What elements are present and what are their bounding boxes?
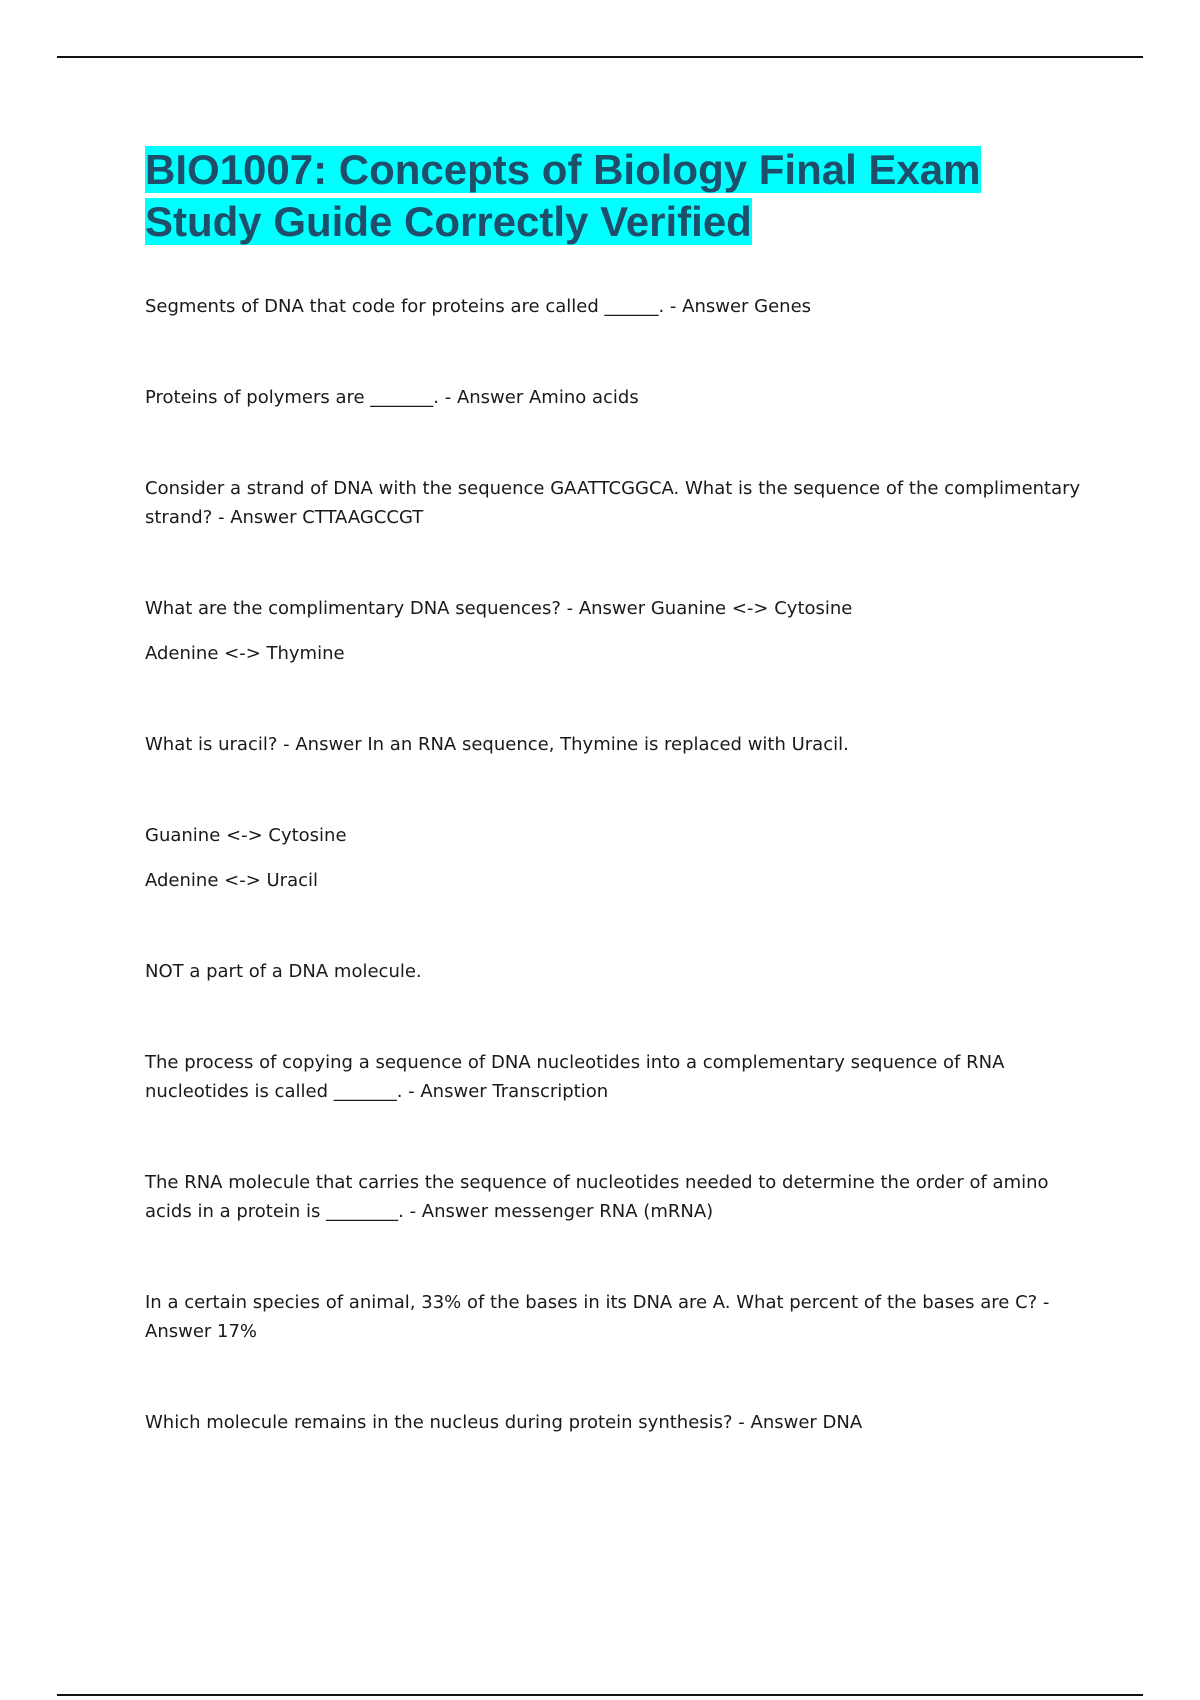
document-title [145, 144, 1085, 248]
document-body [145, 144, 1085, 1499]
qa-item-rna-pair-gc: Guanine <-> Cytosine [145, 825, 347, 846]
qa-item-dna-pairs: What are the complimentary DNA sequences? - Answer Guanine <-> Cytosine [145, 598, 853, 619]
title-line-1: BIO1007: Concepts of Biology Final Exam [145, 146, 981, 193]
qa-item-base-percent: In a certain species of animal, 33% of the bases in its DNA are A. What percent of the bases are C? - Answer 17% [145, 1292, 1050, 1342]
header-rule [57, 56, 1143, 58]
qa-item-uracil: What is uracil? - Answer In an RNA sequence, Thymine is replaced with Uracil. [145, 734, 849, 755]
qa-item-dna-pairs-continued: Adenine <-> Thymine [145, 643, 345, 664]
qa-item-genes: Segments of DNA that code for proteins are called ______. - Answer Genes [145, 296, 812, 317]
qa-item-mrna: The RNA molecule that carries the sequence of nucleotides needed to determine the order of amino acids in a protein is ________. - Answer messenger RNA (mRNA) [145, 1172, 1049, 1222]
footer-rule [57, 1694, 1143, 1696]
qa-item-transcription: The process of copying a sequence of DNA nucleotides into a complementary sequence of RNA nucleotides is called _______. - Answer Transcription [145, 1052, 1005, 1102]
qa-item-complementary-strand: Consider a strand of DNA with the sequence GAATTCGGCA. What is the sequence of the complimentary strand? - Answer CTTAAGCCGT [145, 478, 1081, 528]
qa-item-nucleus-molecule: Which molecule remains in the nucleus during protein synthesis? - Answer DNA [145, 1412, 863, 1433]
qa-item-amino-acids: Proteins of polymers are _______. - Answer Amino acids [145, 387, 639, 408]
qa-item-not-dna-part: NOT a part of a DNA molecule. [145, 961, 422, 982]
title-line-2: Study Guide Correctly Verified [145, 198, 752, 245]
qa-item-rna-pair-au: Adenine <-> Uracil [145, 870, 318, 891]
